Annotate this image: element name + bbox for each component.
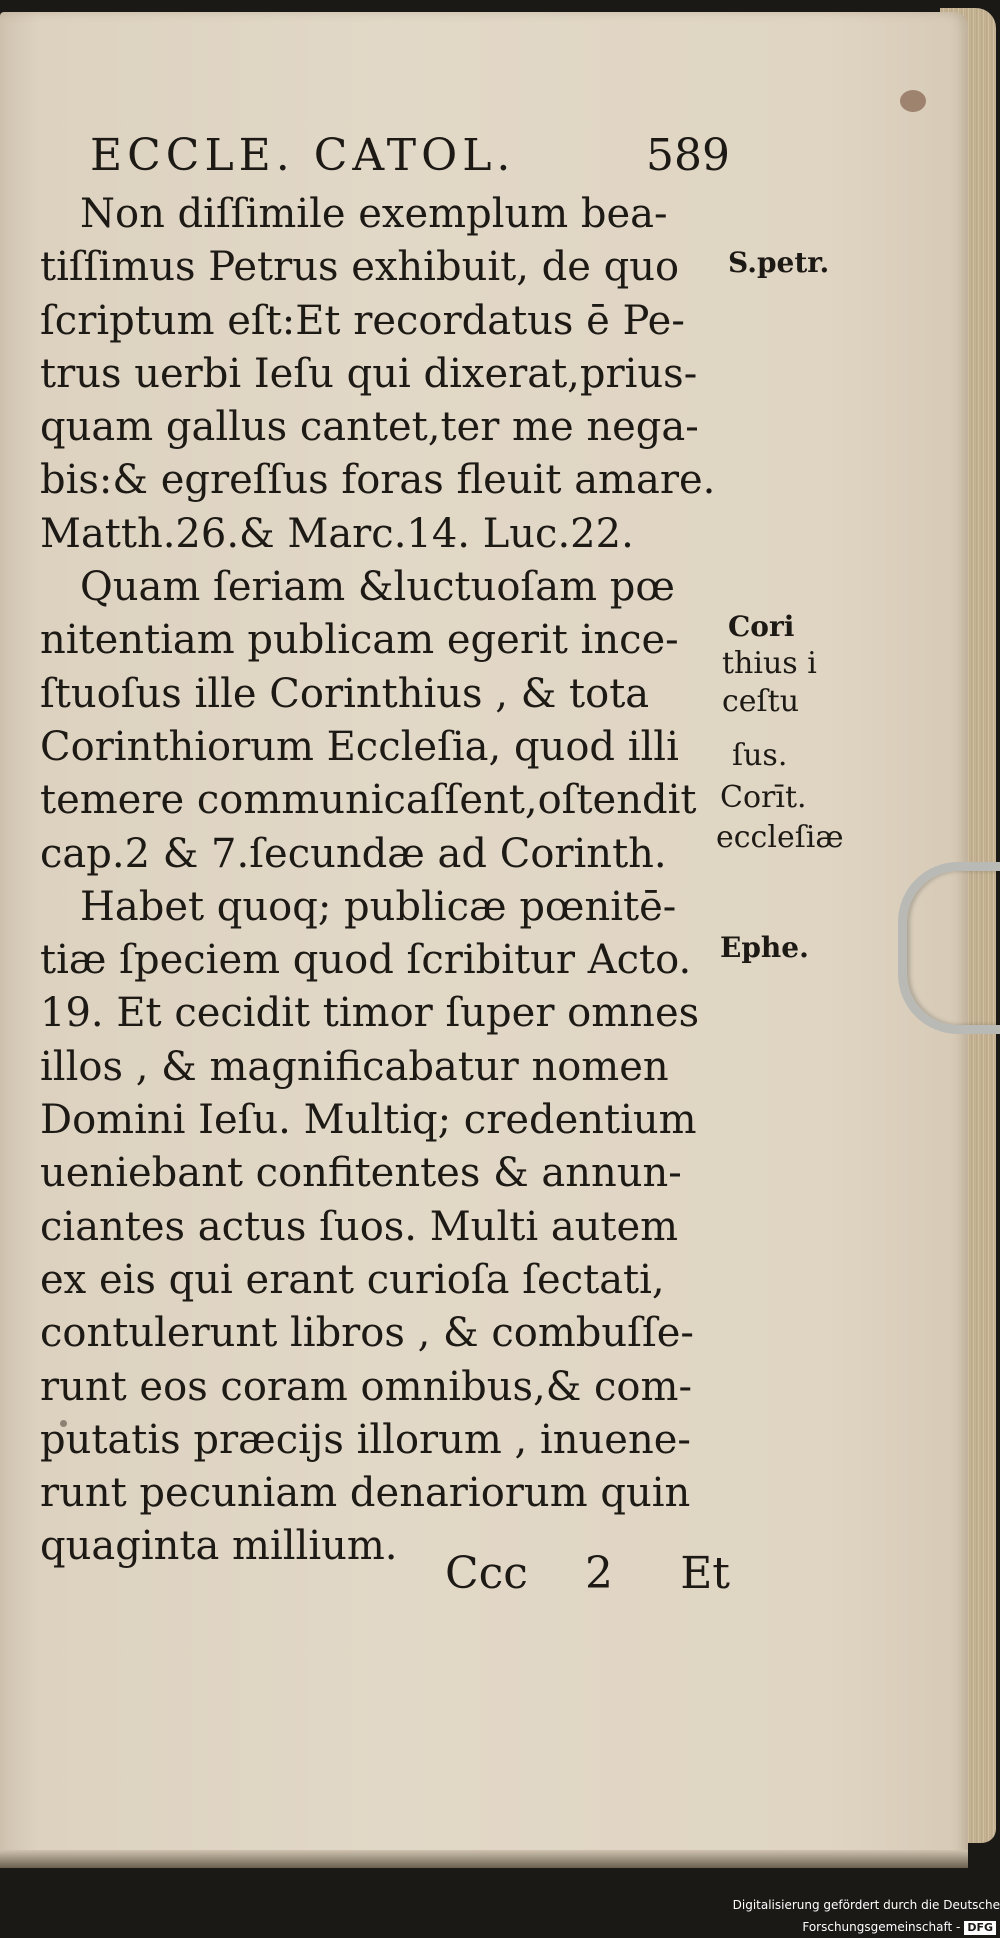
text-line: contulerunt libros , & combuſſe- [40,1310,694,1357]
text-line: Habet quoq; publicæ pœnitē- [80,883,677,930]
text-line: trus uerbi Ieſu qui dixerat,prius- [40,350,698,397]
text-line: ciantes actus ſuos. Multi autem [40,1203,679,1250]
catchword-line [445,1548,730,1608]
body-text [40,188,730,1574]
text-line: Corinthiorum Eccleſia, quod illi [40,723,679,770]
text-line: putatis præcijs illorum , inuene- [40,1416,691,1463]
text-line: runt eos coram omnibus,& com- [40,1363,692,1410]
text-line: Quam ſeriam &luctuoſam pœ [80,564,675,611]
text-line: nitentiam publicam egerit ince- [40,617,679,664]
text-line: Matth.26.& Marc.14. Luc.22. [40,510,634,557]
margin-note: thius i [722,646,817,681]
ink-stain [900,90,926,112]
margin-note: Corīt. [720,780,807,815]
page-number: 589 [646,130,730,181]
text-line: tiæ ſpeciem quod ſcribitur Acto. [40,937,692,984]
credit-text: Digitalisierung gefördert durch die Deutsche Forschungsgemeinschaft - [732,1898,1000,1934]
text-line: 19. Et cecidit timor ſuper omnes [40,990,700,1037]
text-line: ex eis qui erant curioſa ſectati, [40,1256,665,1303]
text-line: runt pecuniam denariorum quin [40,1470,691,1517]
text-line: Domini Ieſu. Multiq; credentium [40,1097,697,1144]
text-line: ſtuoſus ille Corinthius , & tota [40,670,650,717]
margin-note: ſus. [732,738,788,773]
text-line: temere communicaſſent,oſtendit [40,777,697,824]
signature-mark: Ccc [445,1548,528,1599]
running-title: ECCLE. CATOL. [90,130,516,181]
margin-note: Ephe. [720,931,809,964]
text-line: Non diſſimile exemplum bea- [80,191,668,237]
margin-note: eccleſiæ [716,820,844,855]
text-line: tiſſimus Petrus exhibuit, de quo [40,244,680,291]
text-line: quaginta millium. [40,1523,398,1570]
text-line: bis:& egreſſus foras fleuit amare. [40,457,716,504]
page-bottom-edge [0,1850,968,1868]
dfg-logo: DFG [964,1921,996,1935]
margin-note: Cori [728,610,795,643]
signature-number: 2 [585,1548,613,1599]
page-clip [898,862,1000,1034]
catchword: Et [680,1548,730,1599]
text-line: ſcriptum eſt:Et recordatus ē Pe- [40,297,685,344]
text-line: quam gallus cantet,ter me nega- [40,404,699,451]
margin-note: S.petr. [728,246,830,279]
running-header [90,130,730,190]
text-line: ueniebant confitentes & annun- [40,1150,682,1197]
margin-note: ceſtu [722,684,800,719]
digitization-credit [600,1894,1000,1934]
text-line: illos , & magnificabatur nomen [40,1043,669,1090]
text-line: cap.2 & 7.ſecundæ ad Corinth. [40,830,667,877]
